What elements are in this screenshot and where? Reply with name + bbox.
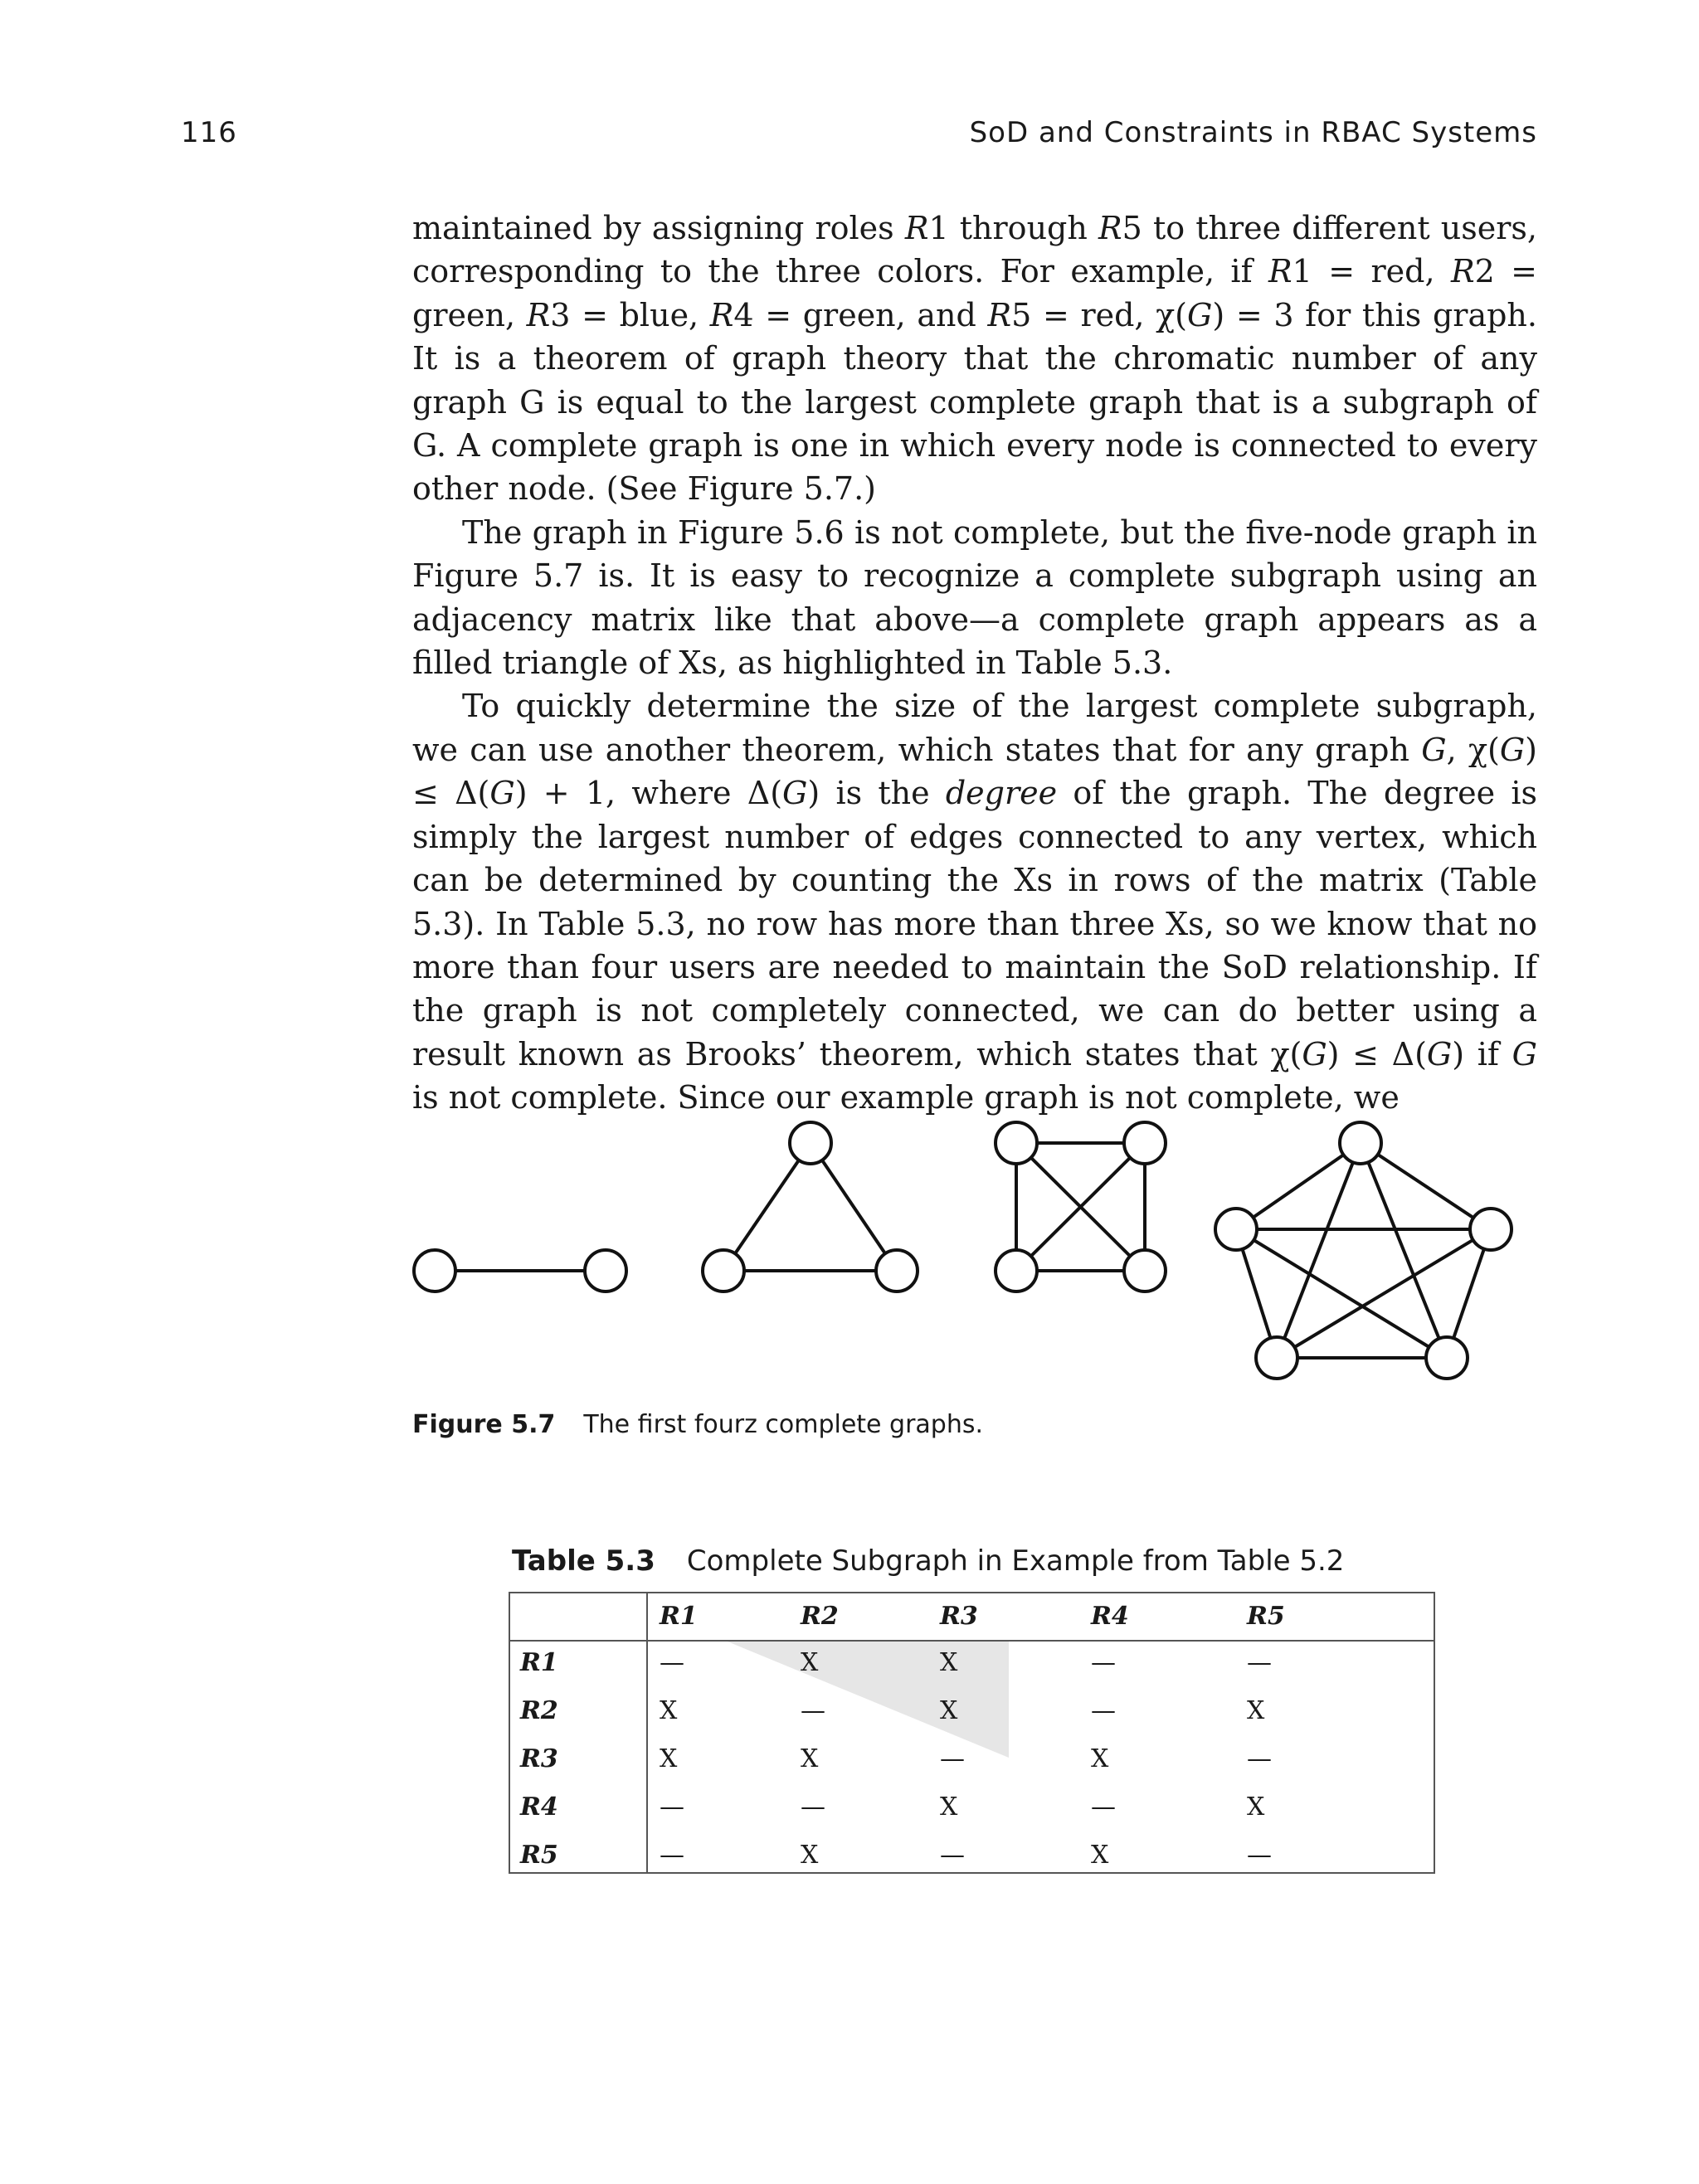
table-cell: —	[1247, 1744, 1272, 1773]
running-title: SoD and Constraints in RBAC Systems	[969, 116, 1537, 149]
table-cell: —	[660, 1841, 684, 1870]
table-cell: X	[660, 1696, 678, 1725]
table-cell: —	[940, 1841, 965, 1870]
graph-k4	[996, 1122, 1166, 1291]
table-header-divider	[510, 1640, 1434, 1642]
table-title: Complete Subgraph in Example from Table 5.2	[686, 1544, 1345, 1578]
table-caption	[512, 1544, 1344, 1578]
graph-k3	[703, 1122, 918, 1291]
column-header-r1: R1	[660, 1602, 698, 1631]
body-text	[412, 207, 1537, 1120]
running-header	[181, 116, 1537, 158]
row-header-r4: R4	[520, 1792, 558, 1822]
table-cell: X	[940, 1792, 958, 1822]
figure-label: Figure 5.7	[412, 1410, 556, 1439]
table-cell: —	[801, 1792, 825, 1822]
paragraph-2: The graph in Figure 5.6 is not complete, but the five-node graph in Figure 5.7 is. It is easy to recognize a complete subgraph using an adjacency matrix like that above—a complete graph appears as a filled triangle of Xs, as highlighted in Table 5.3.	[412, 513, 1537, 682]
table-cell: —	[940, 1744, 965, 1773]
row-header-r3: R3	[520, 1744, 558, 1773]
graph-k2	[414, 1250, 626, 1291]
figure-caption-text: The first fourz complete graphs.	[583, 1410, 984, 1439]
complete-graphs-figure	[398, 1111, 1576, 1394]
graph-k5	[1215, 1122, 1512, 1379]
paragraph-1: maintained by assigning roles R1 through R5 to three different users, corresponding to the three colors. For example, if R1 = red, R2 = green, R3 = blue, R4 = green, and R5 = red, χ(G) = 3 for this graph. It is a theorem of graph theory that the chromatic number of any graph G is equal to the largest complete graph that is a subgraph of G. A complete graph is one in which every node is connected to every other node. (See Figure 5.7.)	[412, 210, 1537, 508]
table-cell: —	[1247, 1841, 1272, 1870]
table-cell: X	[940, 1696, 958, 1725]
table-cell: X	[660, 1744, 678, 1773]
table-row-header-divider	[646, 1593, 648, 1872]
table-cell: X	[1091, 1744, 1109, 1773]
table-label: Table 5.3	[512, 1544, 655, 1578]
table-cell: X	[801, 1841, 819, 1870]
table-cell: —	[1091, 1696, 1116, 1725]
adjacency-table	[509, 1592, 1435, 1874]
figure-caption	[412, 1410, 983, 1439]
table-cell: X	[940, 1648, 958, 1677]
table-cell: X	[801, 1744, 819, 1773]
column-header-r3: R3	[940, 1602, 978, 1631]
column-header-r5: R5	[1247, 1602, 1285, 1631]
row-header-r5: R5	[520, 1841, 558, 1870]
table-cell: X	[1247, 1696, 1265, 1725]
table-cell: —	[660, 1648, 684, 1677]
row-header-r2: R2	[520, 1696, 558, 1725]
paragraph-3: To quickly determine the size of the largest complete subgraph, we can use another theorem, which states that for any graph G, χ(G) ≤ Δ(G) + 1, where Δ(G) is the degree of the graph. The degree is simply the largest number of edges connected to any vertex, which can be determined by counting the Xs in rows of the matrix (Table 5.3). In Table 5.3, no row has more than three Xs, so we know that no more than four users are needed to maintain the SoD relationship. If the graph is not completely connected, we can do better using a result known as Brooks’ theorem, which states that χ(G) ≤ Δ(G) if G is not complete. Since our example graph is not complete, we	[412, 688, 1538, 1116]
column-header-r2: R2	[801, 1602, 839, 1631]
column-header-r4: R4	[1091, 1602, 1129, 1631]
table-cell: —	[660, 1792, 684, 1822]
row-header-r1: R1	[520, 1648, 558, 1677]
table-cell: —	[1091, 1648, 1116, 1677]
table-cell: —	[1091, 1792, 1116, 1822]
table-cell: X	[801, 1648, 819, 1677]
table-cell: —	[1247, 1648, 1272, 1677]
table-cell: X	[1247, 1792, 1265, 1822]
table-cell: —	[801, 1696, 825, 1725]
table-cell: X	[1091, 1841, 1109, 1870]
page-number: 116	[181, 116, 237, 149]
